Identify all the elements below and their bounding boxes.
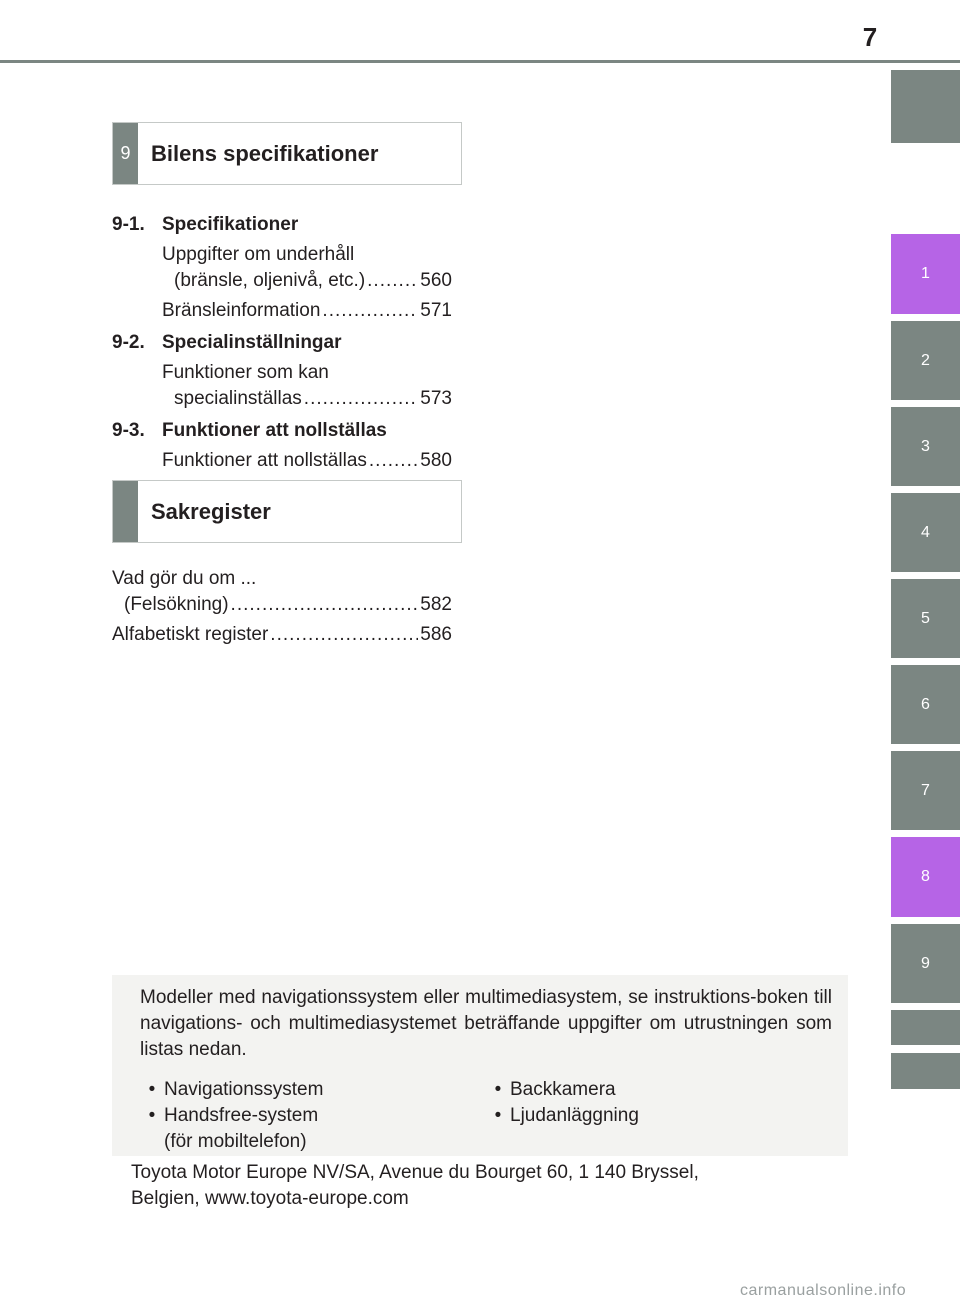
section-number — [113, 481, 138, 542]
bullet-text-cont: (för mobiltelefon) — [164, 1131, 307, 1152]
top-rule — [0, 60, 960, 63]
side-tab-2[interactable] — [891, 321, 960, 400]
dot-leader — [322, 298, 418, 324]
side-tab-blank-2[interactable] — [891, 1053, 960, 1089]
toc-entry-line2: specialinställas — [174, 388, 302, 409]
page-ref: 560 — [420, 270, 452, 291]
bullet-item — [486, 1103, 832, 1129]
page-ref: 580 — [420, 450, 452, 471]
page-ref: 571 — [420, 300, 452, 321]
toc-entry-line2: Alfabetiskt register — [112, 624, 269, 645]
toc-entry-line2: Bränsleinformation — [162, 300, 321, 321]
toc-entry-line1: Vad gör du om ... — [112, 568, 257, 589]
section-number: 9 — [113, 123, 138, 184]
side-tab-7[interactable] — [891, 751, 960, 830]
page-ref: 573 — [420, 388, 452, 409]
bullet-column-right — [486, 1077, 832, 1155]
page-ref: 582 — [420, 594, 452, 615]
side-tab-label: 5 — [921, 609, 930, 627]
bullet-text: Backkamera — [510, 1079, 616, 1100]
side-tab-6[interactable] — [891, 665, 960, 744]
bullet-item — [140, 1103, 486, 1155]
subsection-title: Specialinställningar — [162, 332, 342, 353]
side-tab-label: 3 — [921, 437, 930, 455]
dot-leader — [369, 448, 418, 474]
toc-entry[interactable] — [112, 298, 452, 324]
footer-address — [131, 1160, 851, 1212]
toc-entry-line2: (Felsökning) — [124, 594, 229, 615]
section-header-9 — [112, 122, 462, 185]
bullet-icon: • — [494, 1079, 502, 1100]
toc-entry[interactable] — [112, 622, 452, 648]
toc-entry-line1: Funktioner som kan — [162, 362, 329, 383]
side-tab-blank-top[interactable] — [891, 70, 960, 143]
page-ref: 586 — [420, 624, 452, 645]
side-tab-label: 9 — [921, 954, 930, 972]
section-header-index — [112, 480, 462, 543]
side-tab-3[interactable] — [891, 407, 960, 486]
bullet-columns — [140, 1077, 832, 1155]
side-tab-label: 4 — [921, 523, 930, 541]
bullet-item — [486, 1077, 832, 1103]
note-box — [112, 975, 848, 1156]
bullet-icon: • — [148, 1105, 156, 1126]
toc-entry[interactable] — [112, 242, 452, 294]
side-tab-label: 2 — [921, 351, 930, 369]
side-tab-8[interactable] — [891, 837, 960, 917]
subsection-title: Funktioner att nollställas — [162, 420, 387, 441]
section-title: Bilens specifikationer — [151, 140, 379, 166]
toc-subsection-9-2[interactable] — [112, 330, 452, 356]
side-tab-9[interactable] — [891, 924, 960, 1003]
subsection-number: 9-1. — [112, 214, 145, 235]
dot-leader — [231, 592, 419, 618]
bullet-icon: • — [494, 1105, 502, 1126]
side-tab-label: 1 — [921, 265, 930, 282]
section-title: Sakregister — [151, 498, 271, 524]
bullet-icon: • — [148, 1079, 156, 1100]
side-tab-blank-1[interactable] — [891, 1010, 960, 1045]
toc-entry-line2: Funktioner att nollställas — [162, 450, 367, 471]
side-tab-5[interactable] — [891, 579, 960, 658]
bullet-text: Handsfree-system — [164, 1105, 319, 1126]
subsection-number: 9-2. — [112, 332, 145, 353]
side-tab-label: 7 — [921, 781, 930, 799]
note-intro: Modeller med navigationssystem eller multimediasystem, se instruktions-boken till navigations- och multimediasystemet beträffande uppgifter om utrustningen som listas nedan. — [140, 987, 832, 1060]
toc-section-9 — [112, 206, 452, 474]
dot-leader — [304, 386, 419, 412]
toc-entry[interactable] — [112, 448, 452, 474]
toc-subsection-9-1[interactable] — [112, 212, 452, 238]
dot-leader — [270, 622, 418, 648]
toc-entry[interactable] — [112, 566, 452, 618]
toc-entry-line1: Uppgifter om underhåll — [162, 244, 355, 265]
subsection-number: 9-3. — [112, 420, 145, 441]
bullet-text: Navigationssystem — [164, 1079, 324, 1100]
footer-line: Belgien, www.toyota-europe.com — [131, 1188, 409, 1209]
side-tab-label: 6 — [921, 695, 930, 713]
side-tab-1[interactable] — [891, 234, 960, 314]
toc-entry[interactable] — [112, 360, 452, 412]
side-tab-label: 8 — [921, 868, 930, 885]
bullet-column-left — [140, 1077, 486, 1155]
page-number: 7 — [862, 22, 878, 52]
toc-index — [112, 562, 452, 648]
watermark: carmanualsonline.info — [740, 1282, 907, 1299]
bullet-item — [140, 1077, 486, 1103]
subsection-title: Specifikationer — [162, 214, 299, 235]
toc-subsection-9-3[interactable] — [112, 418, 452, 444]
dot-leader — [367, 268, 418, 294]
toc-entry-line2: (bränsle, oljenivå, etc.) — [174, 270, 366, 291]
side-tab-4[interactable] — [891, 493, 960, 572]
footer-line: Toyota Motor Europe NV/SA, Avenue du Bourget 60, 1 140 Bryssel, — [131, 1162, 699, 1183]
bullet-text: Ljudanläggning — [510, 1105, 639, 1126]
